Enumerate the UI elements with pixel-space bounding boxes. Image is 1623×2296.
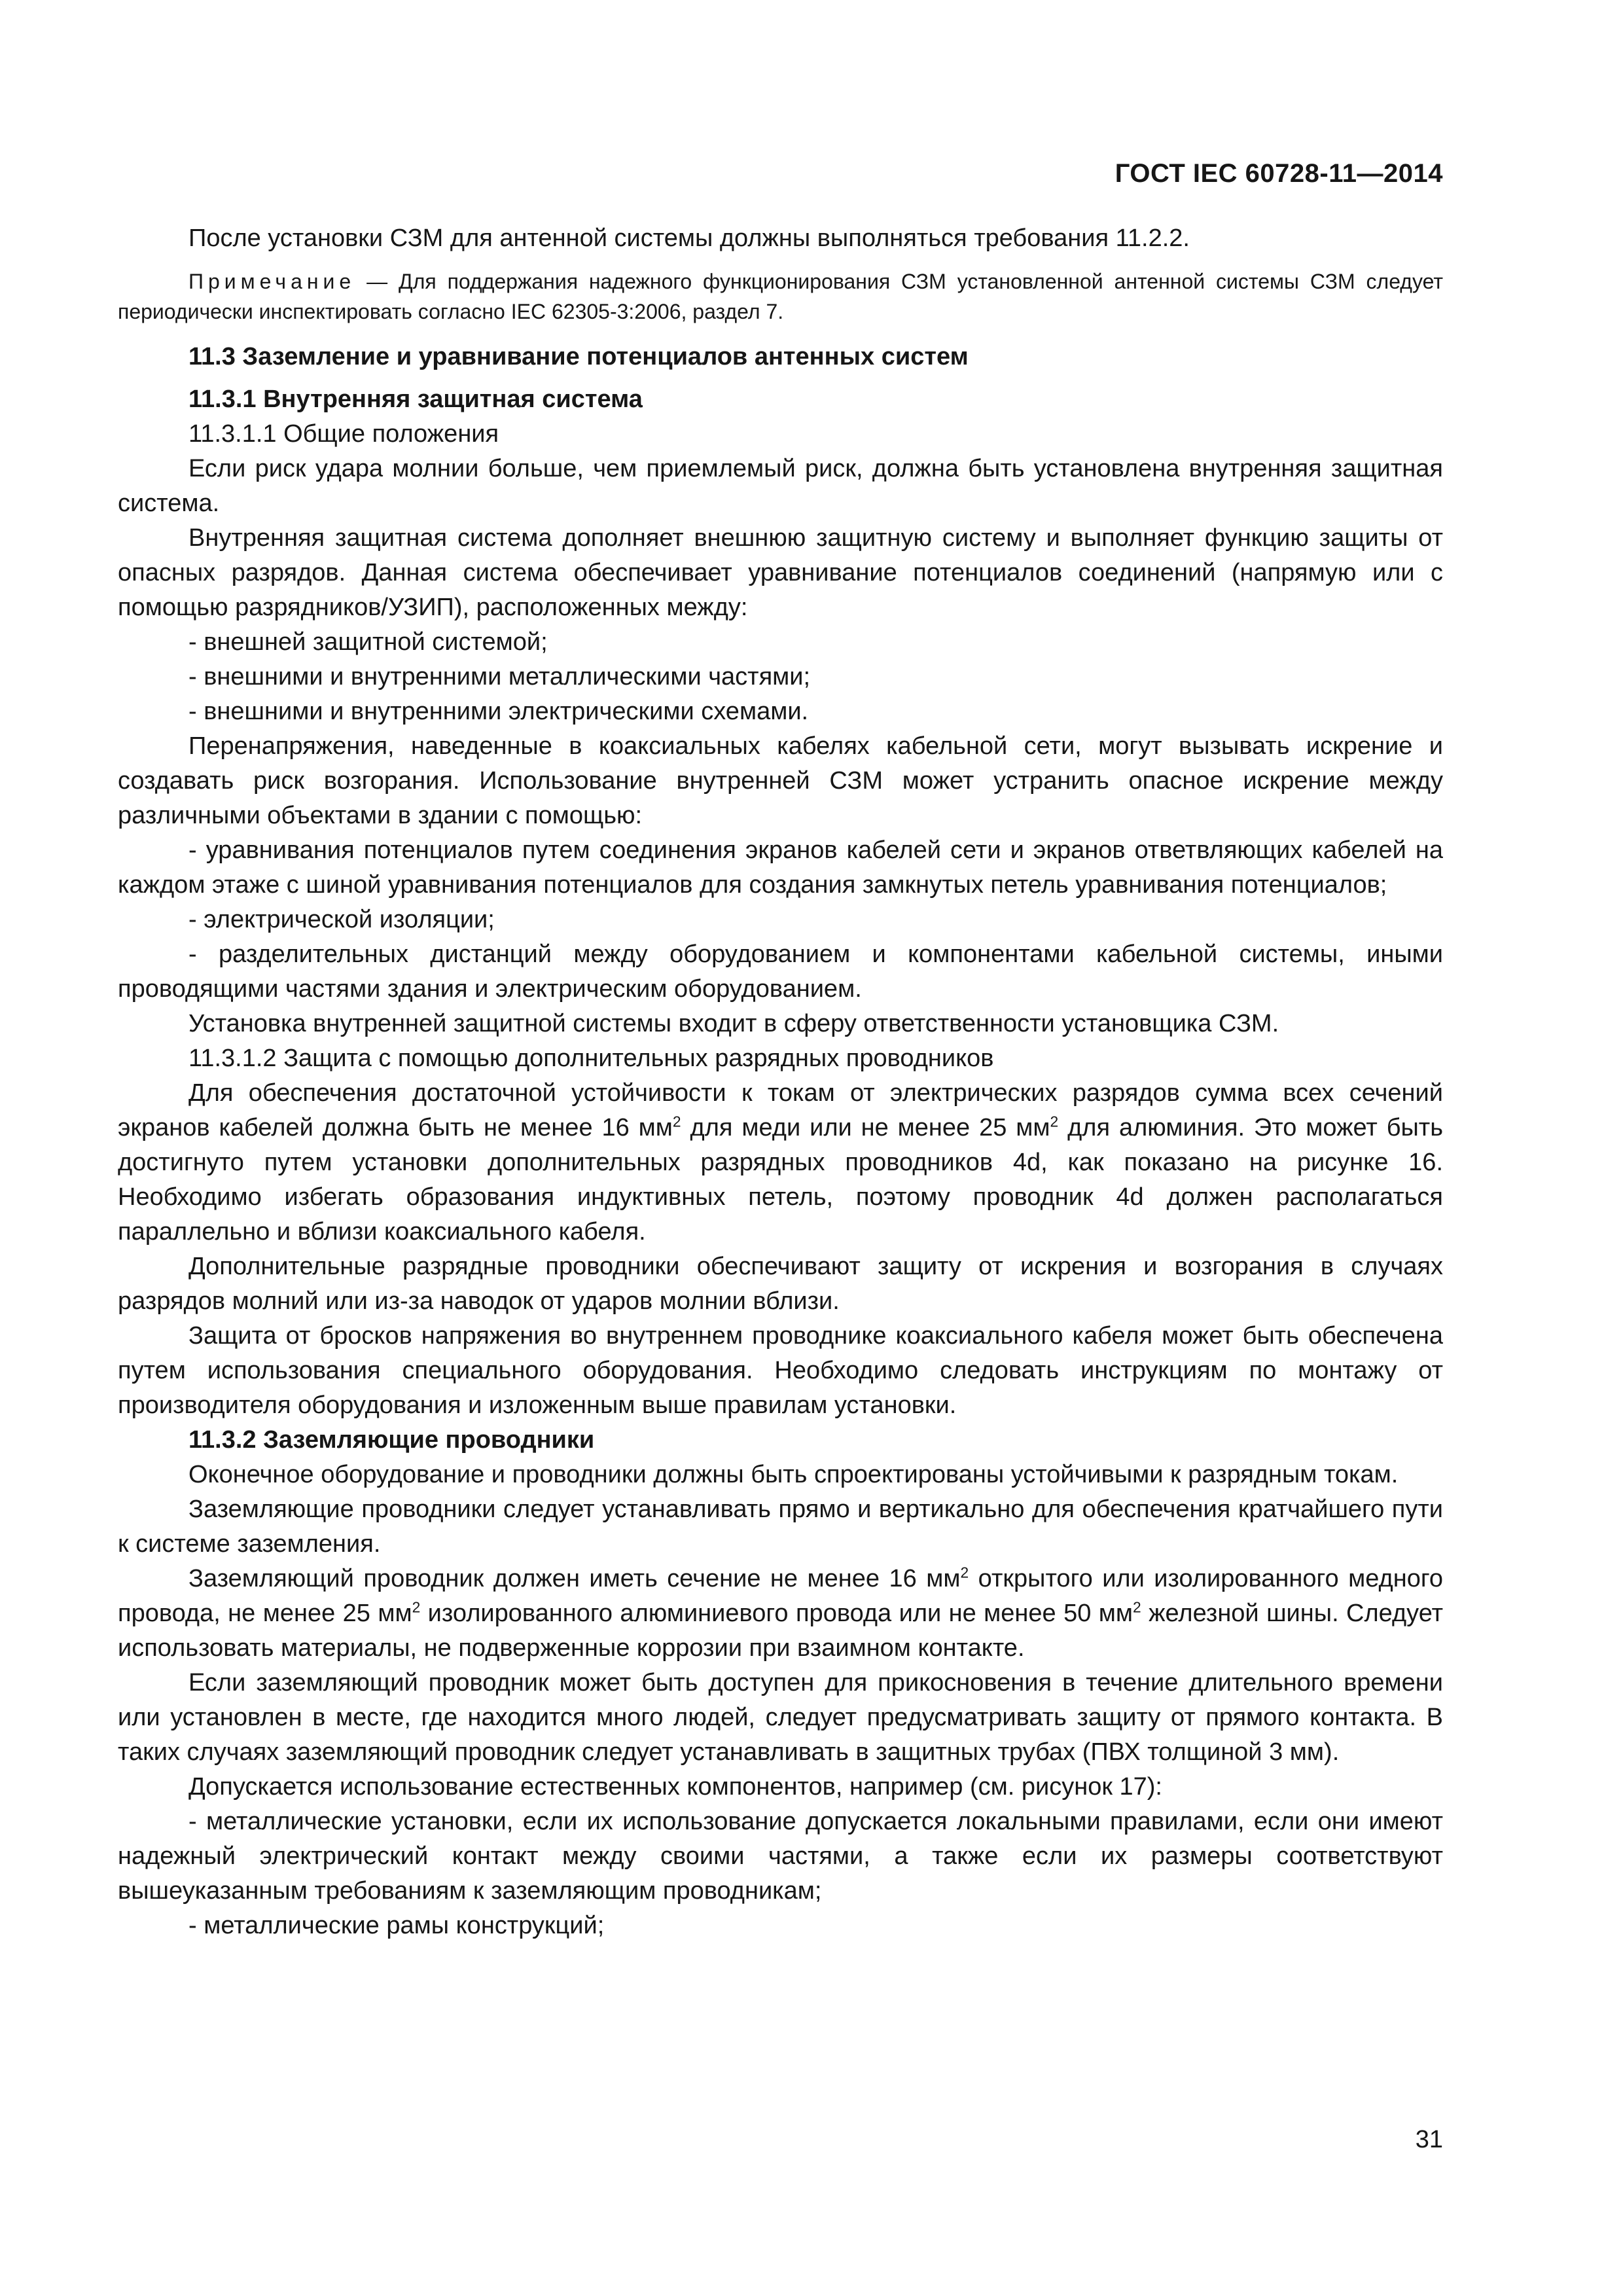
section-heading: 11.3 Заземление и уравнивание потенциалов антенных систем	[188, 343, 969, 370]
paragraph: 11.3.1.2 Защита с помощью дополнительных разрядных проводников	[188, 1045, 994, 1072]
list-item: - внешними и внутренними металлическими частями;	[188, 663, 811, 691]
list-item: - уравнивания потенциалов путем соединения экранов кабелей сети и экранов ответвляющих кабелей на каждом этаже с шиной уравнивания потенциалов для создания замкнутых петель уравнивания потенциалов;	[118, 836, 1443, 899]
paragraph: Если заземляющий проводник может быть доступен для прикосновения в течение длительного времени или установлен в месте, где находится много людей, следует предусматривать защиту от прямого контакта. В таких случаях заземляющий проводник следует устанавливать в защитных трубах (ПВХ толщиной 3 мм).	[118, 1669, 1443, 1766]
paragraph: Установка внутренней защитной системы входит в сферу ответственности установщика СЗМ.	[188, 1010, 1279, 1037]
section-heading: 11.3.2 Заземляющие проводники	[188, 1426, 595, 1454]
note-text: — Для поддержания надежного функционирования СЗМ установленной антенной системы СЗМ следует периодически инспектировать согласно IEC 62305-3:2006, раздел 7.	[118, 270, 1443, 323]
list-item: - внешней защитной системой;	[188, 628, 548, 656]
list-item: - внешними и внутренними электрическими схемами.	[188, 698, 809, 725]
paragraph: Перенапряжения, наведенные в коаксиальных кабелях кабельной сети, могут вызывать искрение и создавать риск возгорания. Использование внутренней СЗМ может устранить опасное искрение между различными объектами в здании с помощью:	[118, 732, 1443, 829]
paragraph: Если риск удара молнии больше, чем приемлемый риск, должна быть установлена внутренняя защитная система.	[118, 455, 1443, 517]
paragraph: Заземляющий проводник должен иметь сечение не менее 16 $мм^2$ открытого или изолированного медного провода, не менее 25 $мм^2$ изолированного алюминиевого провода или не менее 50 $мм^2$ железной шины. Следует использовать материалы, не подверженные коррозии при взаимном контакте.	[118, 1564, 1443, 1662]
list-item: - металлические рамы конструкций;	[188, 1912, 605, 1939]
paragraph: Допускается использование естественных компонентов, например (см. рисунок 17):	[188, 1773, 1162, 1801]
list-item: - металлические установки, если их использование допускается локальными правилами, если они имеют надежный электрический контакт между своими частями, а также если их размеры соответствуют вышеуказанным требованиям к заземляющим проводникам;	[118, 1808, 1443, 1905]
paragraph: После установки СЗМ для антенной системы должны выполняться требования 11.2.2.	[188, 224, 1190, 252]
paragraph: Внутренняя защитная система дополняет внешнюю защитную систему и выполняет функцию защиты от опасных разрядов. Данная система обеспечивает уравнивание потенциалов соединений (напрямую или с помощью разрядников/УЗИП), расположенных между:	[118, 524, 1443, 621]
paragraph: Заземляющие проводники следует устанавливать прямо и вертикально для обеспечения кратчайшего пути к системе заземления.	[118, 1496, 1443, 1558]
paragraph: Для обеспечения достаточной устойчивости к токам от электрических разрядов сумма всех сечений экранов кабелей должна быть не менее 16 $мм^2$ для меди или не менее 25 $мм^2$ для алюминия. Это может быть достигнуто путем установки дополнительных разрядных проводников 4d, как показано на рисунке 16. Необходимо избегать образования индуктивных петель, поэтому проводник 4d должен располагаться параллельно и вблизи коаксиального кабеля.	[118, 1079, 1443, 1246]
list-item: - разделительных дистанций между оборудованием и компонентами кабельной системы, иными проводящими частями здания и электрическим оборудованием.	[118, 941, 1443, 1003]
paragraph: Защита от бросков напряжения во внутреннем проводнике коаксиального кабеля может быть обеспечена путем использования специального оборудования. Необходимо следовать инструкциям по монтажу от производителя оборудования и изложенным выше правилам установки.	[118, 1322, 1443, 1419]
list-item: - электрической изоляции;	[188, 906, 495, 933]
paragraph: Оконечное оборудование и проводники должны быть спроектированы устойчивыми к разрядным токам.	[188, 1461, 1399, 1488]
page-number: 31	[1415, 2126, 1443, 2153]
note-label: Примечание	[188, 270, 356, 293]
document-code-header: ГОСТ IEC 60728-11—2014	[1115, 159, 1443, 188]
note-paragraph	[118, 266, 1443, 327]
paragraph: Дополнительные разрядные проводники обеспечивают защиту от искрения и возгорания в случаях разрядов молний или из-за наводок от ударов молнии вблизи.	[118, 1253, 1443, 1315]
document-body	[118, 221, 1443, 1943]
paragraph: 11.3.1.1 Общие положения	[188, 420, 499, 448]
section-heading: 11.3.1 Внутренняя защитная система	[188, 386, 643, 413]
